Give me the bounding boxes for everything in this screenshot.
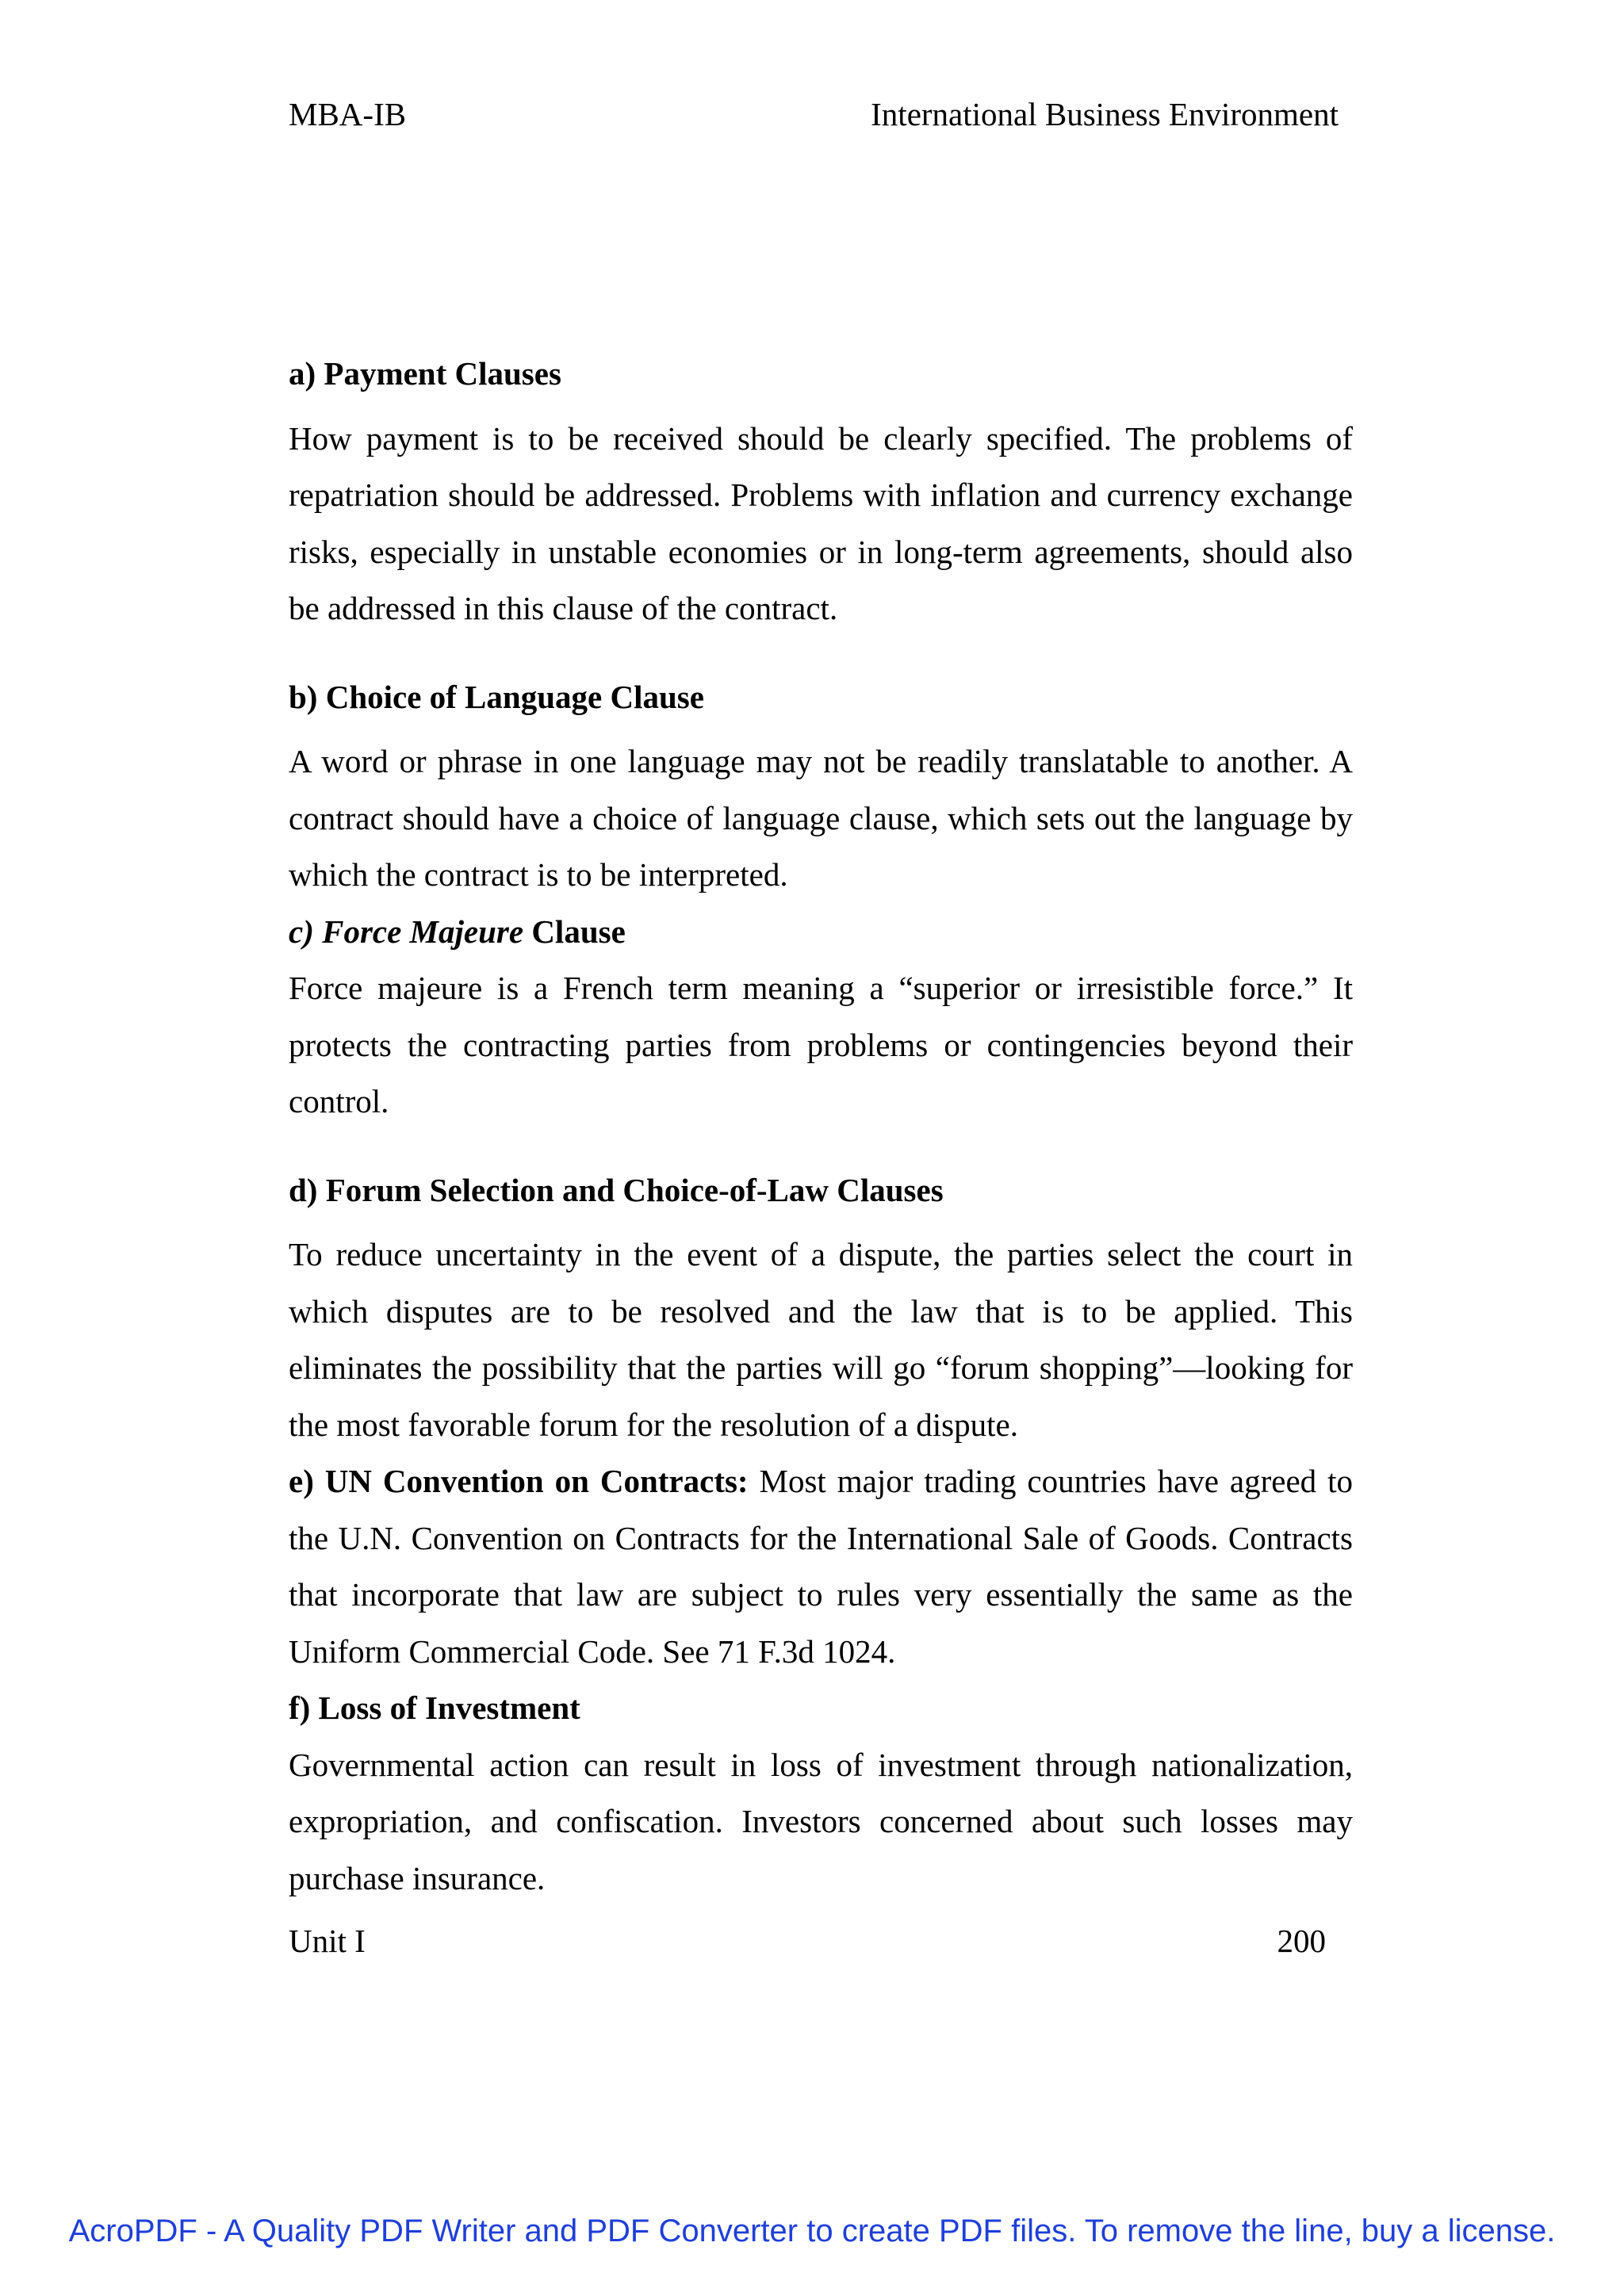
pdf-watermark-banner: AcroPDF - A Quality PDF Writer and PDF Converter to create PDF files. To remove the line, buy a license. bbox=[68, 2214, 1556, 2248]
header-course-title: International Business Environment bbox=[871, 96, 1339, 132]
section-force-majeure bbox=[289, 904, 1353, 1131]
section-heading: a) Payment Clauses bbox=[289, 355, 561, 392]
section-paragraph bbox=[289, 1453, 1353, 1680]
page-footer bbox=[289, 1922, 1326, 1969]
inline-heading: e) UN Convention on Contracts: bbox=[289, 1463, 749, 1499]
section-un-convention bbox=[289, 1453, 1353, 1680]
section-loss-of-investment bbox=[289, 1680, 1353, 1907]
page-body bbox=[289, 346, 1353, 1907]
section-heading: b) Choice of Language Clause bbox=[289, 678, 704, 715]
inline-body: Most major trading countries have agreed to the U.N. Convention on Contracts for the International Sale of Goods. Contracts that incorporate that law are subject to rules very essentially the same as the Uniform Commercial Code. See 71 F.3d 1024. bbox=[289, 1463, 1354, 1670]
section-paragraph: Governmental action can result in loss of investment through nationalization, expropriation, and confiscation. Investors concerned about such losses may purchase insurance. bbox=[289, 1746, 1353, 1896]
section-paragraph: A word or phrase in one language may not be readily translatable to another. A contract should have a choice of language clause, which sets out the language by which the contract is to be interpreted. bbox=[289, 743, 1353, 893]
section-paragraph: Force majeure is a French term meaning a “superior or irresistible force.” It protects the contracting parties from problems or contingencies beyond their control. bbox=[289, 970, 1353, 1119]
section-forum-selection bbox=[289, 1162, 1353, 1454]
section-heading bbox=[289, 904, 1353, 961]
heading-rest-part: Clause bbox=[523, 913, 626, 950]
running-header bbox=[289, 95, 1339, 143]
section-choice-of-language bbox=[289, 669, 1353, 904]
heading-italic-part: c) Force Majeure bbox=[289, 913, 524, 950]
section-paragraph: To reduce uncertainty in the event of a dispute, the parties select the court in which disputes are to be resolved and the law that is to be applied. This eliminates the possibility that the parties will go “forum shopping”—looking for the most favorable forum for the resolution of a dispute. bbox=[289, 1236, 1353, 1443]
section-heading: f) Loss of Investment bbox=[289, 1689, 580, 1726]
header-course-code: MBA-IB bbox=[289, 96, 407, 132]
footer-unit-label: Unit I bbox=[289, 1923, 366, 1959]
page-number: 200 bbox=[1277, 1923, 1326, 1959]
section-paragraph: How payment is to be received should be clearly specified. The problems of repatriation should be addressed. Problems with inflation and currency exchange risks, especially in unstable economies or in long-term agreements, should also be addressed in this clause of the contract. bbox=[289, 419, 1353, 626]
section-payment-clauses bbox=[289, 346, 1353, 637]
section-heading: d) Forum Selection and Choice-of-Law Clauses bbox=[289, 1171, 944, 1208]
